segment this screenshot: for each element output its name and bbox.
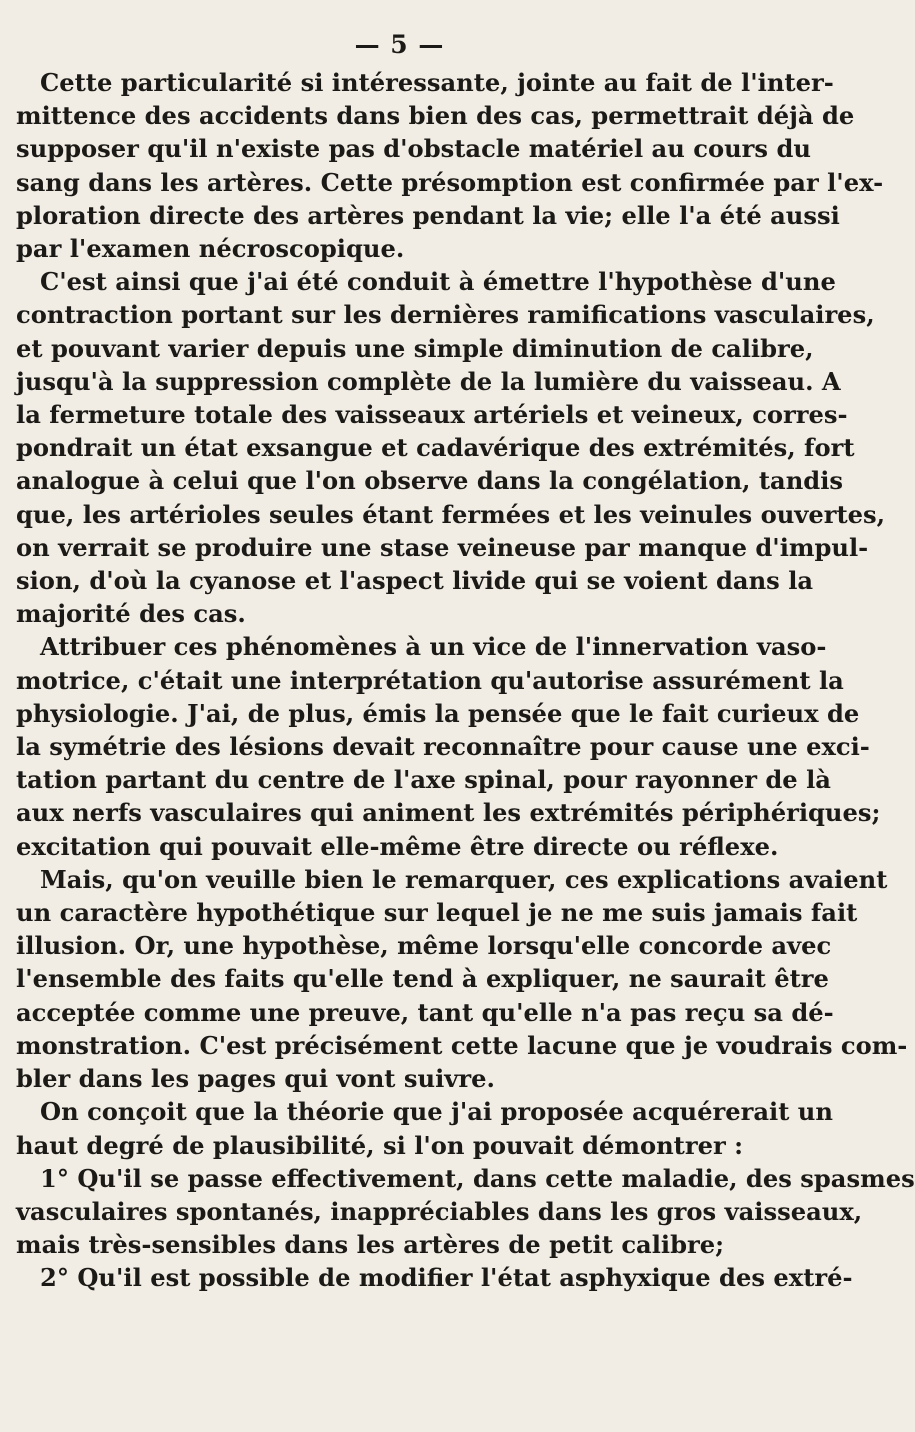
text-line: que, les artérioles seules étant fermées et les veinules ouvertes, xyxy=(16,499,886,529)
paragraph xyxy=(16,66,884,265)
text-line: et pouvant varier depuis une simple diminution de calibre, xyxy=(16,333,814,363)
text-line: aux nerfs vasculaires qui animent les extrémités périphériques; xyxy=(16,798,881,828)
text-line: pondrait un état exsangue et cadavérique des extrémités, fort xyxy=(16,433,855,463)
paragraph xyxy=(16,1261,853,1294)
page-number: — 5 — xyxy=(354,30,445,59)
text-line: supposer qu'il n'existe pas d'obstacle matériel au cours du xyxy=(16,134,811,164)
text-line: haut degré de plausibilité, si l'on pouvait démontrer : xyxy=(16,1130,744,1160)
text-line: Mais, qu'on veuille bien le remarquer, ces explications avaient xyxy=(40,864,888,894)
text-line: excitation qui pouvait elle-même être directe ou réflexe. xyxy=(16,831,779,861)
text-line: la symétrie des lésions devait reconnaître pour cause une exci- xyxy=(16,732,870,762)
text-line: mittence des accidents dans bien des cas, permettrait déjà de xyxy=(16,101,855,131)
text-line: illusion. Or, une hypothèse, même lorsqu'elle concorde avec xyxy=(16,931,832,961)
text-line: tation partant du centre de l'axe spinal, pour rayonner de là xyxy=(16,765,831,795)
text-line: ploration directe des artères pendant la vie; elle l'a été aussi xyxy=(16,200,840,230)
paragraph xyxy=(16,630,881,862)
body-text xyxy=(16,66,915,1295)
text-line: Attribuer ces phénomènes à un vice de l'innervation vaso- xyxy=(40,632,827,662)
paragraph xyxy=(16,1095,833,1161)
text-line: analogue à celui que l'on observe dans la congélation, tandis xyxy=(16,466,844,496)
text-line: Cette particularité si intéressante, jointe au fait de l'inter- xyxy=(40,68,834,97)
text-line: contraction portant sur les dernières ramifications vasculaires, xyxy=(16,300,875,330)
text-line: monstration. C'est précisément cette lacune que je voudrais com- xyxy=(16,1030,908,1060)
text-line: l'ensemble des faits qu'elle tend à expliquer, ne saurait être xyxy=(16,964,829,994)
paragraph xyxy=(16,1162,915,1262)
text-line: mais très-sensibles dans les artères de petit calibre; xyxy=(16,1230,725,1260)
paragraph xyxy=(16,863,908,1095)
text-line: acceptée comme une preuve, tant qu'elle n'a pas reçu sa dé- xyxy=(16,997,834,1027)
text-line: un caractère hypothétique sur lequel je ne me suis jamais fait xyxy=(16,898,858,928)
text-line: bler dans les pages qui vont suivre. xyxy=(16,1064,495,1094)
text-line: 1° Qu'il se passe effectivement, dans cette maladie, des spasmes xyxy=(40,1163,915,1193)
text-line: 2° Qu'il est possible de modifier l'état asphyxique des extré- xyxy=(40,1263,853,1293)
text-line: C'est ainsi que j'ai été conduit à émettre l'hypothèse d'une xyxy=(40,267,836,297)
text-line: sion, d'où la cyanose et l'aspect livide qui se voient dans la xyxy=(16,566,814,596)
text-line: par l'examen nécroscopique. xyxy=(16,234,405,264)
paragraph xyxy=(16,265,886,630)
text-line: jusqu'à la suppression complète de la lumière du vaisseau. A xyxy=(16,366,841,396)
text-line: sang dans les artères. Cette présomption est confirmée par l'ex- xyxy=(16,167,884,197)
text-line: motrice, c'était une interprétation qu'autorise assurément la xyxy=(16,665,844,695)
text-line: majorité des cas. xyxy=(16,599,246,629)
text-line: On conçoit que la théorie que j'ai proposée acquérerait un xyxy=(40,1097,833,1127)
text-line: on verrait se produire une stase veineuse par manque d'impul- xyxy=(16,532,869,562)
text-line: physiologie. J'ai, de plus, émis la pensée que le fait curieux de xyxy=(16,698,860,728)
text-line: vasculaires spontanés, inappréciables dans les gros vaisseaux, xyxy=(16,1196,863,1226)
text-line: la fermeture totale des vaisseaux artériels et veineux, corres- xyxy=(16,400,848,430)
